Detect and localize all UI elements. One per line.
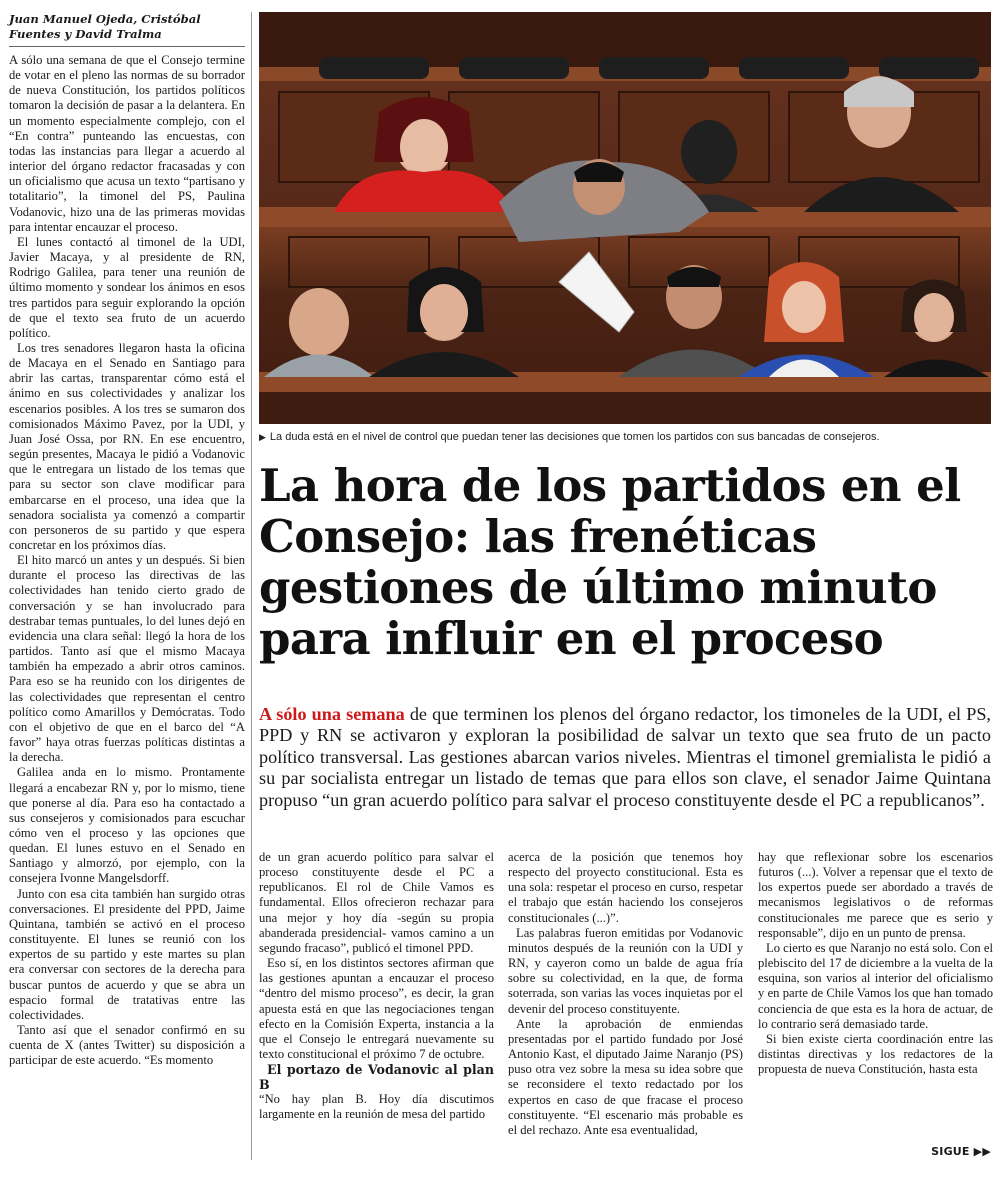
- body-column-2: [508, 850, 743, 1138]
- column-divider: [251, 12, 252, 1160]
- headline: La hora de los partidos en el Consejo: las frenéticas gestiones de último minuto para influir en el proceso: [259, 459, 961, 665]
- section-subhead: El portazo de Vodanovic al plan B: [259, 1062, 494, 1093]
- photo-caption-text: La duda está en el nivel de control que puedan tener las decisiones que tomen los partidos con sus bancadas de consejeros.: [269, 431, 880, 443]
- lede-lead: A sólo una semana: [259, 704, 405, 724]
- body-column-1: [259, 850, 494, 1123]
- column2-paragraph-2: Las palabras fueron emitidas por Vodanovic minutos después de la reunión con la UDI y RN, y cayeron como un balde de agua fría sobre su colectividad, en la que, de forma soterrada, son varias las voces inquietas por el devenir del proceso constituyente.: [508, 925, 743, 1016]
- body-column-3: [758, 850, 993, 1077]
- column1-paragraph-3: “No hay plan B. Hoy día discutimos largamente en la reunión de mesa del partido: [259, 1092, 494, 1122]
- article-photo: [259, 12, 991, 424]
- left-paragraph-4: El hito marcó un antes y un después. Si bien durante el proceso las directivas de las colectividades han tenido cierto grado de conversación y se han involucrado para destrabar temas puntuales, lo del lunes dejó en evidencia una clara señal: llegó la hora de los partidos. Tanto así que el mismo Macaya también ha empezado a abrir otros caminos. Para eso se ha reunido con los dirigentes de las colectividades que representan el centro político como Amarillos y Demócratas. Todo con el objetivo de que en el barco del “A favor” haya otras fuerzas políticas distintas a la derecha.: [9, 553, 245, 765]
- column2-paragraph-1: acerca de la posición que tenemos hoy respecto del proyecto constitucional. Esta es una sola: respetar el proceso en curso, respetar el trabajo que están haciendo los consejeros constitucionales (...)”.: [508, 850, 743, 925]
- left-paragraph-2: El lunes contactó al timonel de la UDI, Javier Macaya, y al presidente de RN, Rodrigo Galilea, para tener una reunión de último momento y sondear los ánimos en esos tres partidos para seguir explorando la opción de que el texto sea fruto de un acuerdo político.: [9, 234, 245, 340]
- column3-paragraph-3: Si bien existe cierta coordinación entre las distintas directivas y los redactores de la propuesta de nueva Constitución, hasta esta: [758, 1031, 993, 1077]
- column3-paragraph-1: hay que reflexionar sobre los escenarios futuros (...). Volver a repensar que el texto de los expertos puede ser abordado a través de mecanismos legislativos o de reformas constitucionales me parece que es serio y responsable”, dijo en un punto de prensa.: [758, 850, 993, 940]
- left-column: [9, 12, 245, 1068]
- byline: Juan Manuel Ojeda, Cristóbal Fuentes y David Tralma: [9, 12, 245, 47]
- column1-paragraph-1: de un gran acuerdo político para salvar el proceso constituyente desde el PC a republicanos. El rol de Chile Vamos es fundamental. Ellos ofrecieron rechazar para una mejor y hoy día -según su propia abanderada presidencial- vamos camino a un segundo fracaso”, publicó el timonel PPD.: [259, 850, 494, 955]
- left-paragraph-6: Junto con esa cita también han surgido otras conversaciones. El presidente del PPD, Jaime Quintana, también se activó en el proceso constituyente. El lunes se reunió con los expertos de su partido y este martes su plan era conversar con sectores de la derecha para buscar puntos de acuerdo y que se abra un espacio formal de tratativas entre las colectividades.: [9, 886, 245, 1022]
- column3-paragraph-2: Lo cierto es que Naranjo no está solo. Con el plebiscito del 17 de diciembre a la vuelta de la esquina, son varios al interior del oficialismo y en parte de Chile Vamos los que han tomado conciencia de que esta es la hora de actuar, de lo contrario será demasiado tarde.: [758, 940, 993, 1031]
- left-column-text: [9, 53, 245, 1068]
- column1-paragraph-2: Eso sí, en los distintos sectores afirman que las gestiones apuntan a encauzar el proceso “dentro del mismo proceso”, es decir, la gran apuesta está en que las negociaciones tengan efecto en la Comisión Experta, instancia a la que el Consejo le entregará nuevamente su texto constitucional el próximo 7 de octubre.: [259, 956, 494, 1062]
- caption-arrow-icon: ▶: [259, 432, 266, 442]
- left-paragraph-1: A sólo una semana de que el Consejo termine de votar en el pleno las normas de su borrador de nueva Constitución, los partidos políticos tomaron la decisión de pasar a la delantera. En un momento especialmente complejo, con el “En contra” punteando las encuestas, con todas las instancias para llegar a acuerdo al interior del órgano redactor fracasadas y con un oficialismo que acusa un texto “partisano y totalitario”, la timonel del PS, Paulina Vodanovic, hizo una de las primeras movidas para intentar encauzar el proceso.: [9, 53, 245, 234]
- photo-caption: [259, 430, 991, 444]
- column2-paragraph-3: Ante la aprobación de enmiendas presentadas por el partido fundado por José Antonio Kast, el diputado Jaime Naranjo (PS) puso otra vez sobre la mesa su idea sobre que se reconsidere el texto redactado por los expertos en caso de que fracase el proceso constituyente. “El escenario más probable es el del rechazo. Ante esa eventualidad,: [508, 1016, 743, 1137]
- left-paragraph-3: Los tres senadores llegaron hasta la oficina de Macaya en el Senado en Santiago para abrir las cartas, transparentar cómo está el ánimo en sus colectividades y analizar los escenarios posibles. A los tres se sumaron dos comisionados Máximo Pavez, por la UDI, y Juan José Ossa, por RN. En ese encuentro, según presentes, Macaya le pidió a Vodanovic que le entregara un listado de los temas que para su sector son clave modificar para embarcarse en el proceso, una idea que la senadora socialista ya comenzó a compartir con personeros de su partido y que espera concretar en los próximos días.: [9, 340, 245, 552]
- lede: [259, 704, 991, 811]
- continue-label: SIGUE ▶▶: [931, 1145, 991, 1158]
- left-paragraph-7: Tanto así que el senador confirmó en su cuenta de X (antes Twitter) su disposición a participar de este acuerdo. “Es momento: [9, 1023, 245, 1068]
- left-paragraph-5: Galilea anda en lo mismo. Prontamente llegará a encabezar RN y, por lo mismo, tiene que ponerse al día. Para eso ha contactado a sus consejeros y comisionados para escuchar cómo ven el proceso y las opciones que quedan. El lunes estuvo en el Senado en Santiago y almorzó, por ejemplo, con la consejera Ivonne Mangelsdorff.: [9, 765, 245, 886]
- lede-text: de que terminen los plenos del órgano redactor, los timoneles de la UDI, el PS, PPD y RN se activaron y exploran la posibilidad de salvar un texto que sea fruto de un pacto político transversal. Las gestiones abarcan varios niveles. Mientras el timonel gremialista le pidió a su par socialista entregar un listado de temas que para ellos son clave, el senador Jaime Quintana propuso “un gran acuerdo político para salvar el proceso constituyente desde el PC a republicanos”.: [259, 704, 991, 810]
